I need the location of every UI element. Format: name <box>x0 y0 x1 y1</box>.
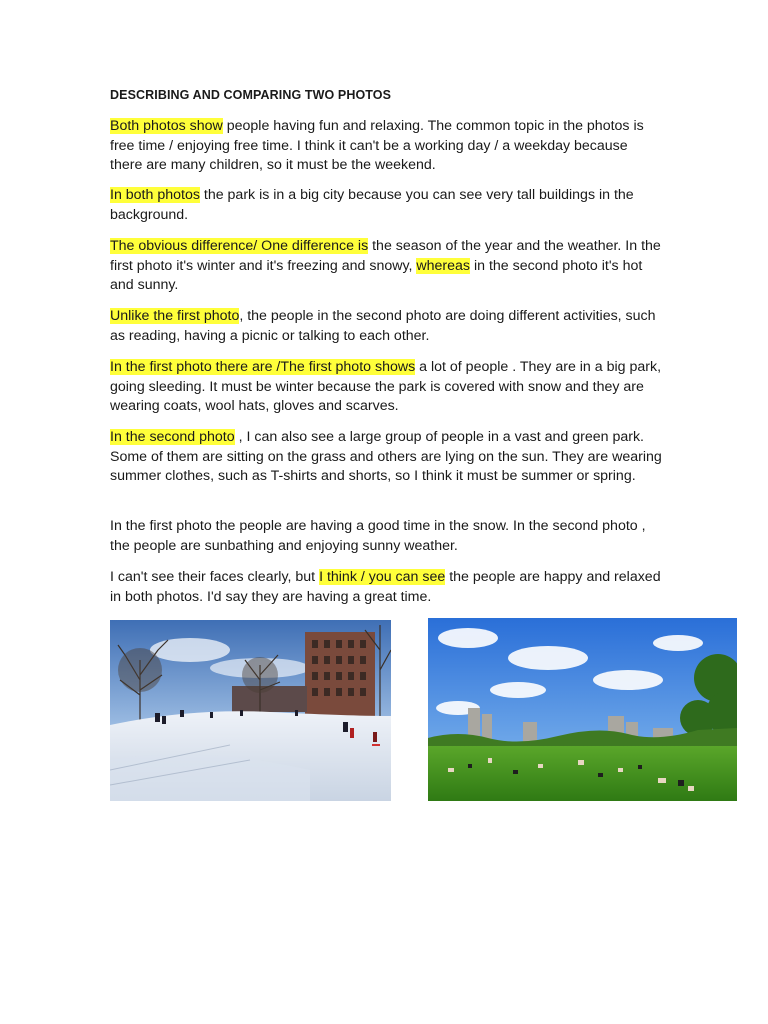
highlighted-phrase: Unlike the first photo <box>110 308 240 324</box>
summer-park-photo <box>428 618 737 801</box>
paragraph-text: the people are happy and relaxed in both photos. I'd say they are having a great time. <box>110 569 661 605</box>
highlighted-phrase: In both photos <box>110 187 200 203</box>
paragraph-3 <box>110 237 662 296</box>
highlighted-phrase: The obvious difference/ One difference is <box>110 238 369 254</box>
winter-park-illustration <box>110 620 391 801</box>
paragraph-2 <box>110 186 662 225</box>
paragraph-4 <box>110 307 662 346</box>
document-title: DESCRIBING AND COMPARING TWO PHOTOS <box>110 88 392 102</box>
paragraph-7 <box>110 517 662 556</box>
paragraph-text: a lot of people . They are in a big park, going sleeding. It must be winter because the park is covered with snow and they are wearing coats, wool hats, gloves and scarves. <box>110 359 662 414</box>
highlighted-phrase: In the second photo <box>110 429 235 445</box>
paragraph-text: people having fun and relaxing. The common topic in the photos is free time / enjoying free time. I think it can't be a working day / a weekday because there are many children, so it must be the weekend. <box>110 118 644 173</box>
winter-park-photo <box>110 620 391 801</box>
paragraph-text: In the first photo the people are having a good time in the snow. In the second photo , the people are sunbathing and enjoying sunny weather. <box>110 518 646 554</box>
summer-park-illustration <box>428 618 737 801</box>
paragraph-8 <box>110 568 662 607</box>
paragraph-text: the park is in a big city because you can see very tall buildings in the background. <box>110 187 634 223</box>
paragraph-text: in the second photo it's hot and sunny. <box>110 257 643 293</box>
highlighted-phrase: whereas <box>416 257 471 274</box>
highlighted-phrase: In the first photo there are /The first photo shows <box>110 359 416 375</box>
paragraph-text: the season of the year and the weather. In the first photo it's winter and it's freezing and snowy, <box>110 238 661 274</box>
paragraph-1 <box>110 117 662 176</box>
paragraph-6 <box>110 428 662 487</box>
paragraph-5 <box>110 358 662 417</box>
paragraph-text: I can't see their faces clearly, but <box>110 569 320 585</box>
highlighted-phrase: I think / you can see <box>319 569 446 585</box>
highlighted-phrase: Both photos show <box>110 118 223 134</box>
paragraph-text: , I can also see a large group of people in a vast and green park. Some of them are sitting on the grass and others are lying on the sun. They are wearing summer clothes, such as T-shirts and shorts, so I think it must be summer or spring. <box>110 429 662 484</box>
paragraph-text: , the people in the second photo are doing different activities, such as reading, having a picnic or talking to each other. <box>110 308 656 344</box>
